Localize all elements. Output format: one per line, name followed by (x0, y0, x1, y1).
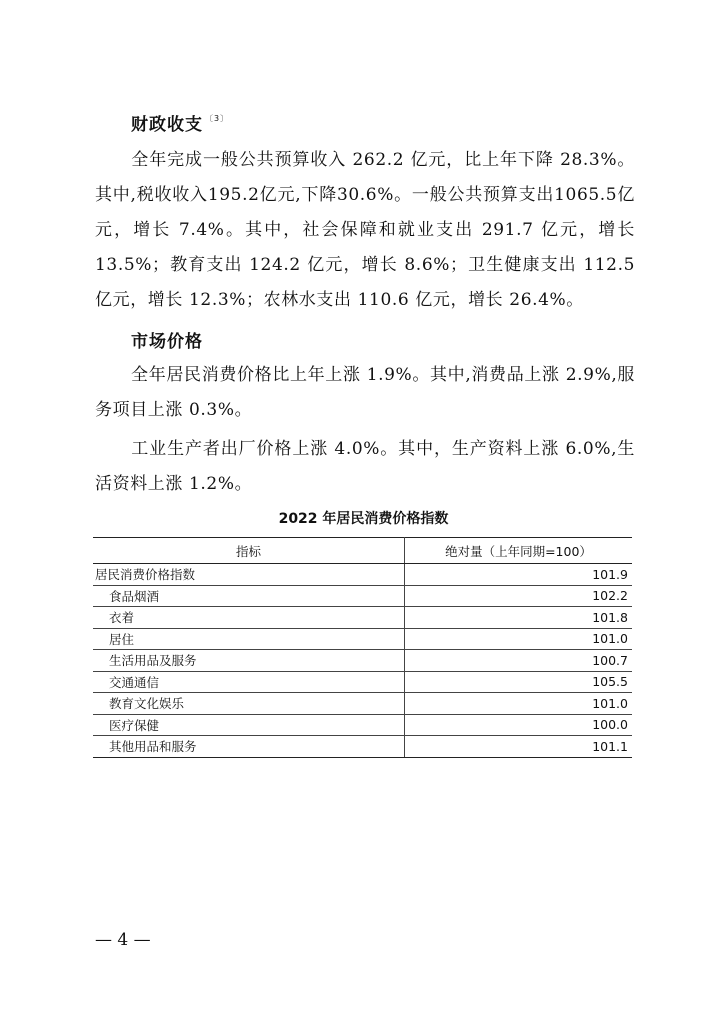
page-number: — 4 — (95, 930, 151, 950)
row-label: 其他用品和服务 (93, 736, 405, 758)
footnote-marker: 〔3〕 (205, 114, 230, 123)
row-label: 居民消费价格指数 (93, 564, 405, 586)
column-header-indicator: 指标 (93, 538, 405, 564)
row-value: 101.9 (405, 564, 633, 586)
row-label: 食品烟酒 (93, 585, 405, 607)
row-value: 102.2 (405, 585, 633, 607)
cpi-paragraph: 全年居民消费价格比上年上涨 1.9%。其中,消费品上涨 2.9%,服务项目上涨 0.3%。 (95, 365, 635, 420)
fiscal-paragraph: 全年完成一般公共预算收入 262.2 亿元，比上年下降 28.3%。其中,税收收入195.2亿元,下降30.6%。一般公共预算支出1065.5亿元，增长 7.4%。其中，社会保障和就业支出 291.7 亿元，增长13.5%；教育支出 124.2 亿元，增长 8.6%；卫生健康支出 112.5亿元，增长 12.3%；农林水支出 110.6 亿元，增长 26.4%。 (95, 150, 635, 310)
row-label: 教育文化娱乐 (93, 693, 405, 715)
row-label: 交通通信 (93, 671, 405, 693)
section-heading-fiscal: 财政收支 $^{〔3〕}$ (131, 114, 230, 135)
row-label: 居住 (93, 628, 405, 650)
section-heading-market-prices: 市场价格 (131, 332, 203, 352)
row-value: 100.0 (405, 714, 633, 736)
table-row (93, 714, 632, 736)
row-value: 101.1 (405, 736, 633, 758)
row-value: 101.8 (405, 607, 633, 629)
row-label: 医疗保健 (93, 714, 405, 736)
row-label: 衣着 (93, 607, 405, 629)
table-title: 2022 年居民消费价格指数 (278, 511, 449, 527)
column-header-value: 绝对量（上年同期=100） (405, 538, 633, 564)
table-row (93, 671, 632, 693)
table-row (93, 693, 632, 715)
row-value: 101.0 (405, 628, 633, 650)
table-row (93, 650, 632, 672)
table-row (93, 736, 632, 758)
table-header-row (93, 538, 632, 564)
row-value: 105.5 (405, 671, 633, 693)
row-value: 101.0 (405, 693, 633, 715)
table-row (93, 564, 632, 586)
cpi-table (93, 537, 632, 758)
table-row (93, 585, 632, 607)
ppi-paragraph: 工业生产者出厂价格上涨 4.0%。其中，生产资料上涨 6.0%,生活资料上涨 1.2%。 (95, 439, 635, 494)
row-label: 生活用品及服务 (93, 650, 405, 672)
table-row (93, 628, 632, 650)
table-row (93, 607, 632, 629)
row-value: 100.7 (405, 650, 633, 672)
